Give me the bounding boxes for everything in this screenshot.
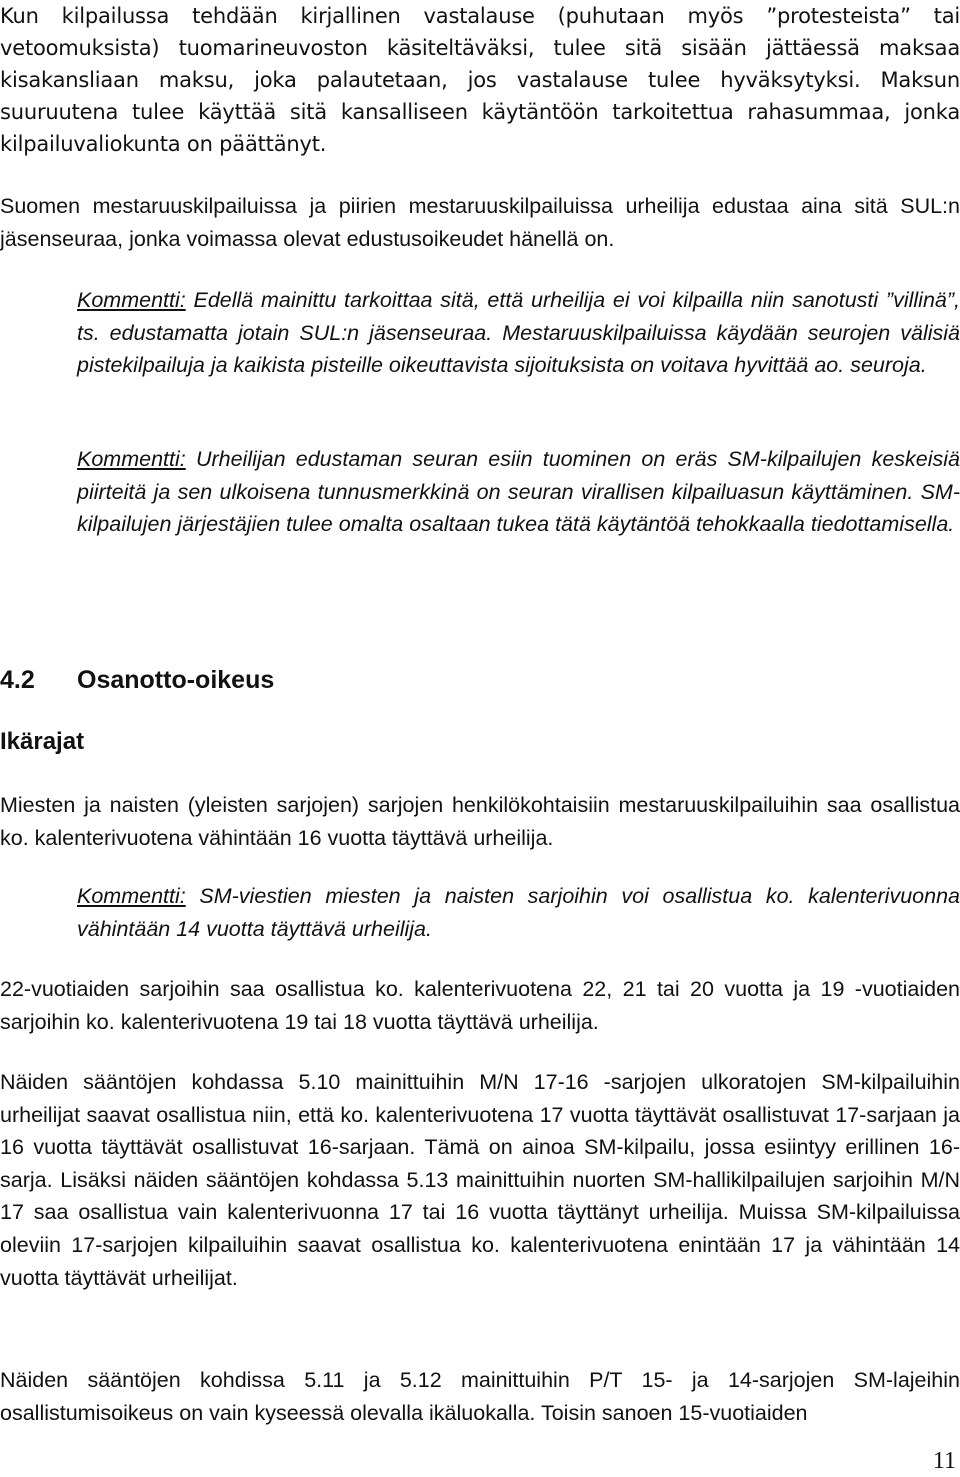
u15-u14-paragraph: Näiden sääntöjen kohdissa 5.11 ja 5.12 mainittuihin P/T 15- ja 14-sarjojen SM-lajeihin osallistumisoikeus on vain kyseessä olevalla ikäluokalla. Toisin sanoen 15-vuotiaiden [0,1368,960,1425]
comment-label: Kommentti: [77,447,186,471]
comment-text: Urheilijan edustaman seuran esiin tuominen on eräs SM-kilpailujen keskeisiä piirteitä ja sen ulkoisena tunnusmerkkinä on seuran virallisen kilpailuasun käyttäminen. SM-kilpailujen järjestäjien tulee omalta osaltaan tukea tätä käytäntöä tehokkaalla tiedottamisella. [77,447,960,537]
u17-paragraph: Näiden sääntöjen kohdassa 5.10 mainittuihin M/N 17-16 -sarjojen ulkoratojen SM-kilpailuihin urheilijat saavat osallistua niin, että ko. kalenterivuotena 17 vuotta täyttävät osallistuvat 17-sarjaan ja 16 vuotta täyttävät osallistuvat 16-sarjaan. Tämä on ainoa SM-kilpailu, jossa esiintyy erillinen 16-sarja. Lisäksi näiden sääntöjen kohdassa 5.13 mainittuihin nuorten SM-hallikilpailujen sarjoihin M/N 17 saa osallistua vain kalenterivuonna 17 tai 16 vuotta täyttänyt urheilija. Muissa SM-kilpailuissa oleviin 17-sarjojen kilpailuihin saavat osallistua ko. kalenterivuotena enintään 17 ja vähintään 14 vuotta täyttävät urheilijat. [0,1070,960,1290]
u22-paragraph: 22-vuotiaiden sarjoihin saa osallistua ko. kalenterivuotena 22, 21 tai 20 vuotta ja 19 -vuotiaiden sarjoihin ko. kalenterivuotena 19 tai 18 vuotta täyttävä urheilija. [0,977,960,1034]
comment-paragraph-2 [77,443,960,541]
subheading-age-limits: Ikärajat [0,728,85,755]
section-title: Osanotto-oikeus [77,666,275,694]
age-limit-paragraph: Miesten ja naisten (yleisten sarjojen) sarjojen henkilökohtaisiin mestaruuskilpailuihin saa osallistua ko. kalenterivuotena vähintään 16 vuotta täyttävä urheilija. [0,793,960,850]
comment-paragraph-3 [77,880,960,945]
comment-text: SM-viestien miesten ja naisten sarjoihin voi osallistua ko. kalenterivuonna vähintään 14 vuotta täyttävä urheilija. [77,884,960,941]
comment-paragraph-1 [77,284,960,382]
club-representation-paragraph: Suomen mestaruuskilpailuissa ja piirien mestaruuskilpailuissa urheilija edustaa aina sitä SUL:n jäsenseuraa, jonka voimassa olevat edustusoikeudet hänellä on. [0,194,960,251]
comment-label: Kommentti: [77,884,186,908]
page-number: 11 [932,1448,956,1474]
section-number: 4.2 [0,666,35,694]
protest-fee-paragraph: Kun kilpailussa tehdään kirjallinen vastalause (puhutaan myös ”protesteista” tai vetoomuksista) tuomarineuvoston käsiteltäväksi, tulee sitä sisään jättäessä maksaa kisakansliaan maksu, joka palautetaan, jos vastalause tulee hyväksytyksi. Maksun suuruutena tulee käyttää sitä kansalliseen käytäntöön tarkoitettua rahasummaa, jonka kilpailuvaliokunta on päättänyt. [0,4,960,156]
comment-label: Kommentti: [77,288,186,312]
comment-text: Edellä mainittu tarkoittaa sitä, että urheilija ei voi kilpailla niin sanotusti ”villinä”, ts. edustamatta jotain SUL:n jäsenseuraa. Mestaruuskilpailuissa käydään seurojen välisiä pistekilpailuja ja kaikista pisteille oikeuttavista sijoituksista on voitava hyvittää ao. seuroja. [77,288,960,378]
